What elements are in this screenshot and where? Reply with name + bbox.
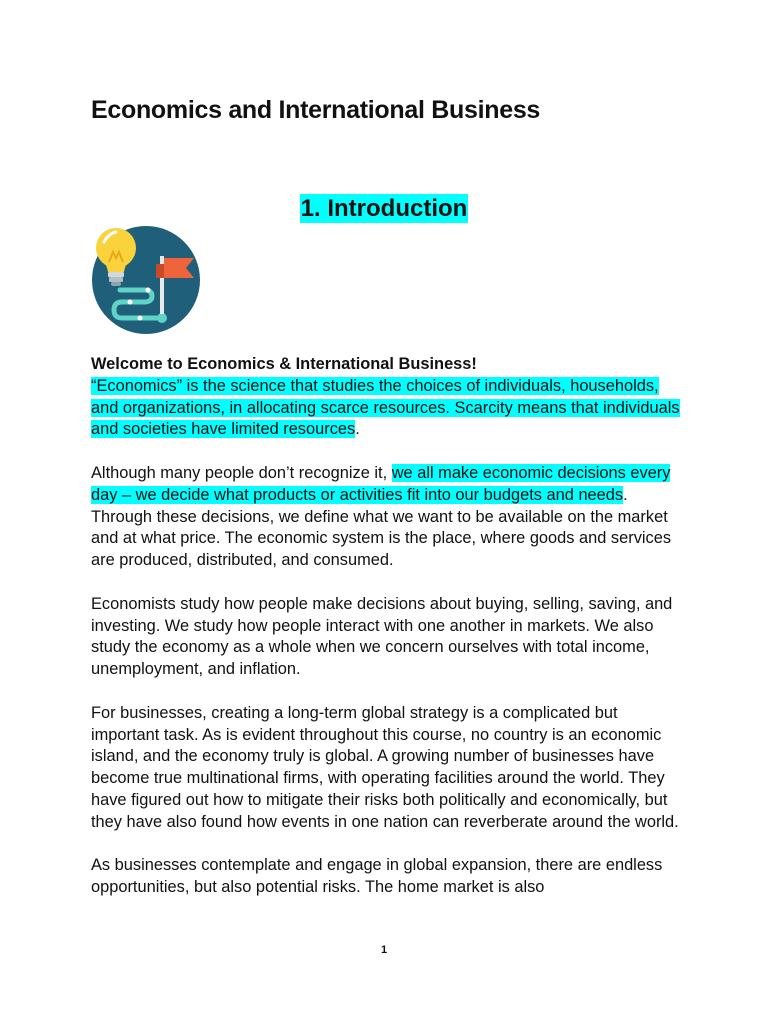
highlighted-text: we all make economic decisions every day – we decide what products or activities fit into our budgets and needs <box>91 463 671 504</box>
paragraph-economists: Economists study how people make decisions about buying, selling, saving, and investing. We study how people interact with one another in markets. We also study the economy as a whole when we concern ourselves with total income, unemployment, and inflation. <box>91 594 673 679</box>
paragraph-expansion: As businesses contemplate and engage in global expansion, there are endless opportunities, but also potential risks. The home market is also <box>91 856 663 897</box>
document-title: Economics and International Business <box>91 96 541 124</box>
paragraph-text: . Through these decisions, we define what we want to be available on the market and at what price. The economic system is the place, where goods and services are produced, distributed, and consumed. <box>91 485 672 570</box>
page-number: 1 <box>380 944 388 956</box>
paragraph-welcome <box>91 354 681 441</box>
paragraph-decisions <box>91 463 681 572</box>
section-heading <box>0 195 768 223</box>
flag-fold <box>156 264 164 278</box>
path-dot <box>128 300 133 305</box>
path-dot <box>146 288 151 293</box>
paragraph-text: Although many people don’t recognize it, <box>91 463 392 482</box>
highlighted-text: “Economics” is the science that studies the choices of individuals, households, and organizations, in allocating scarce resources. Scarcity means that individuals and societies have limited resources <box>91 376 680 439</box>
lightbulb-flag-icon <box>90 224 200 334</box>
welcome-heading: Welcome to Economics & International Business! <box>91 355 477 373</box>
path-dot <box>138 316 143 321</box>
document-body <box>91 354 681 921</box>
paragraph-businesses: For businesses, creating a long-term global strategy is a complicated but important task. As is evident throughout this course, no country is an economic island, and the economy truly is global. A growing number of businesses have become true multinational firms, with operating facilities around the world. They have figured out how to mitigate their risks both politically and economically, but they have also found how events in one nation can reverberate around the world. <box>91 703 679 831</box>
bulb-tip <box>111 282 121 286</box>
section-heading-text: 1. Introduction <box>300 195 468 222</box>
paragraph-text: . <box>355 420 360 439</box>
path-end-dot <box>157 313 167 323</box>
bulb-base <box>109 277 123 282</box>
bulb-base <box>108 272 124 277</box>
